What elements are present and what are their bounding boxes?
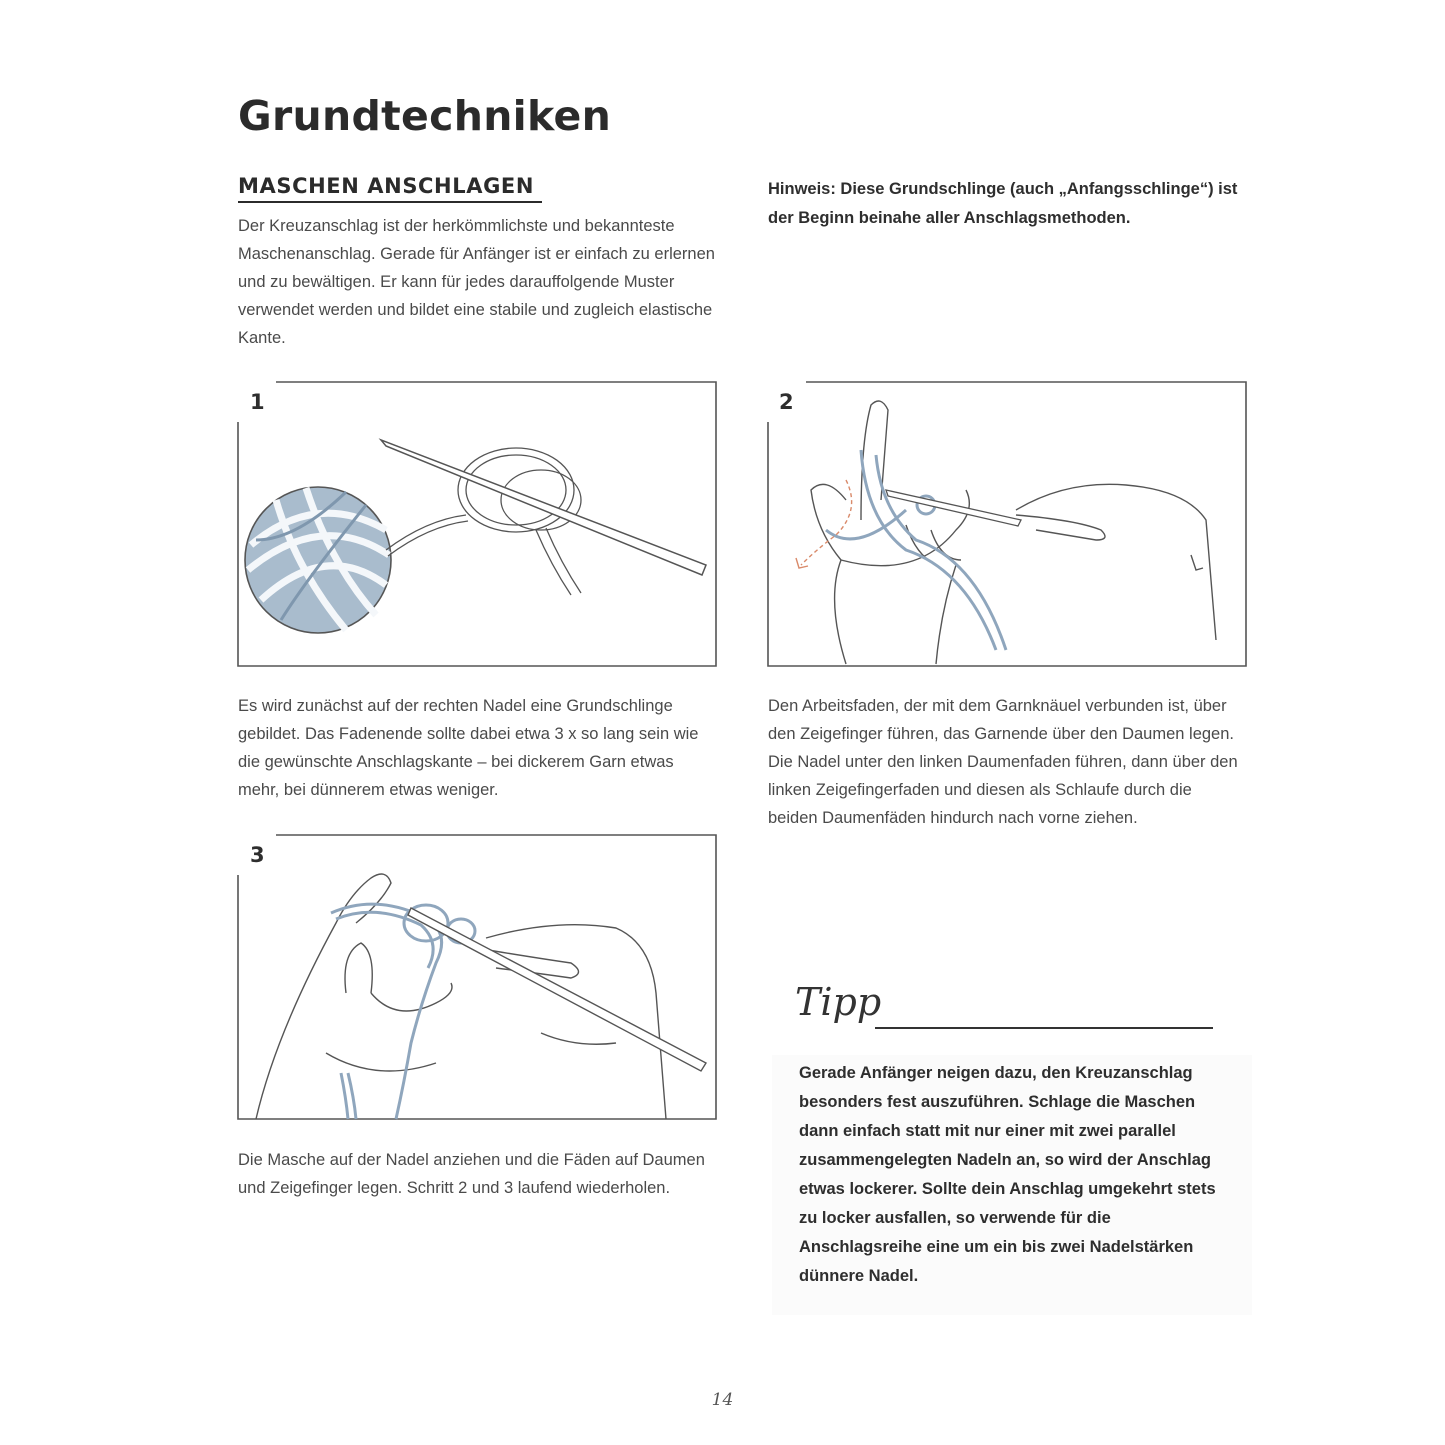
- yarn-strands-icon: [826, 450, 1006, 650]
- tip-text: Gerade Anfänger neigen dazu, den Kreuzanschlag besonders fest auszuführen. Schlage die Maschen dann einfach statt mit nur einer mit zwei parallel zusammengelegten Nadeln an, so wird der Anschlag etwas lockerer. Sollte dein Anschlag umgekehrt stets zu locker ausfallen, so verwende für die Anschlagsreihe eine um ein bis zwei Nadelstärken dünnere Nadel.: [799, 1064, 1216, 1285]
- knitting-needle-icon: [886, 490, 1021, 526]
- left-hand-icon: [811, 401, 969, 664]
- section-title: MASCHEN ANSCHLAGEN: [238, 174, 542, 203]
- step-2-caption: Den Arbeitsfaden, der mit dem Garnknäuel verbunden ist, über den Zeigefinger führen, das Garnende über den Daumen legen. Die Nadel unter den linken Daumenfaden führen, dann über den linken Zeigefingerfaden und diesen als Schlaufe durch die beiden Daumenfäden hindurch nach vorne ziehen.: [768, 697, 1238, 827]
- tip-heading: [795, 980, 881, 1024]
- step-3-figure: [236, 833, 718, 1121]
- step-3-caption: Die Masche auf der Nadel anziehen und die Fäden auf Daumen und Zeigefinger legen. Schritt 2 und 3 laufend wiederholen.: [238, 1151, 705, 1197]
- left-hand-icon: [256, 874, 452, 1119]
- step-1-caption: Es wird zunächst auf der rechten Nadel eine Grundschlinge gebildet. Das Fadenende sollte dabei etwa 3 x so lang sein wie die gewünschte Anschlagskante – bei dickerem Garn etwas mehr, bei dünnerem etwas weniger.: [238, 697, 699, 799]
- step-2-number: 2: [779, 390, 794, 414]
- intro-paragraph: Der Kreuzanschlag ist der herkömmlichste und bekannteste Maschenanschlag. Gerade für Anfänger ist er einfach zu erlernen und zu bewältigen. Er kann für jedes darauffolgende Muster verwendet werden und bildet eine stabile und zugleich elastische Kante.: [238, 217, 715, 347]
- step-1-figure: [236, 380, 718, 668]
- page-number: 14: [711, 1390, 734, 1410]
- tip-heading-label: Tipp: [795, 980, 882, 1024]
- right-hand-icon: [476, 925, 666, 1119]
- yarn-ball-icon: [245, 487, 391, 633]
- step-1-number: 1: [250, 390, 265, 414]
- hint-paragraph: Hinweis: Diese Grundschlinge (auch „Anfangsschlinge“) ist der Beginn beinahe aller Anschlagsmethoden.: [768, 180, 1238, 227]
- knitting-needle-icon: [408, 908, 706, 1071]
- page-title: Grundtechniken: [238, 92, 612, 140]
- slip-knot-icon: [458, 448, 581, 595]
- right-hand-icon: [1016, 484, 1216, 640]
- direction-arrow-icon: [796, 480, 852, 568]
- tip-underline: [875, 1027, 1213, 1029]
- step-3-number: 3: [250, 843, 265, 867]
- step-2-figure: [766, 380, 1248, 668]
